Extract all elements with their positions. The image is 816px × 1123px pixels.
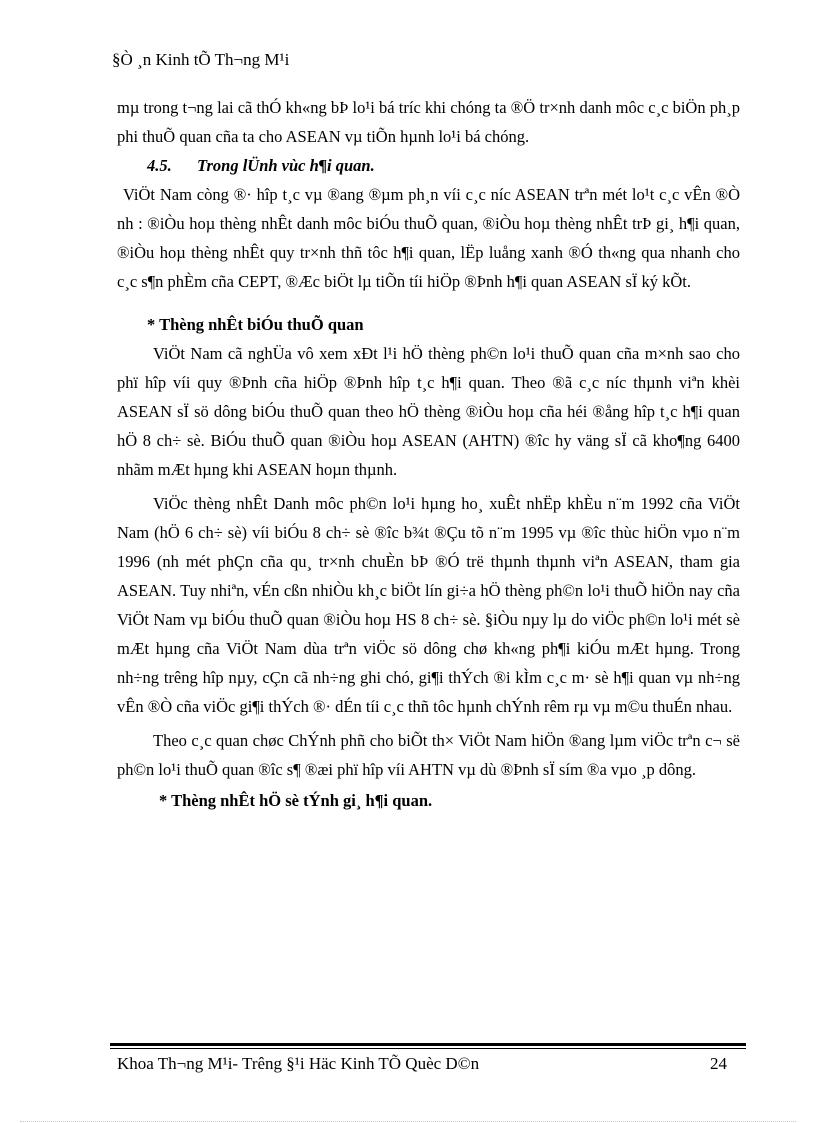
paragraph-customs-cooperation: ViÖt Nam còng ®· hîp t¸c vµ ®ang ®µm ph¸n víi c¸c níc ASEAN trªn mét lo¹t c¸c vÊn ®Ò nh : ®iÒu hoµ thèng nhÊt danh môc biÓu thuÕ quan, ®iÒu hoµ thèng nhÊt trÞ gi¸ h¶i quan, ®iÒu hoµ thèng nhÊt quy tr×nh thñ tôc h¶i quan, lËp luång xanh ®Ó th«ng qua nhanh cho c¸c s¶n phÈm cña CEPT, ®Æc biÖt lµ tiÕn tíi hiÖp ®Þnh h¶i quan ASEAN sÏ ký kÕt.: [117, 185, 740, 291]
page-footer: [117, 1054, 727, 1074]
section-number: 4.5.: [147, 156, 172, 175]
section-heading-4-5: [147, 151, 740, 180]
footer-rule-thin: [110, 1048, 746, 1049]
paragraph-tariff-1: ViÖt Nam cã nghÜa vô xem xÐt l¹i hÖ thèng ph©n lo¹i thuÕ quan cña m×nh sao cho phï hîp víi quy ®Þnh cña hiÖp ®Þnh hîp t¸c h¶i quan. Theo ®ã c¸c níc thµnh viªn khèi ASEAN sÏ sö dông biÓu thuÕ quan theo hÖ thèng ®iÒu hoµ cña héi ®ång hîp t¸c h¶i quan hÖ 8 ch÷ sè. BiÓu thuÕ quan ®iÒu hoµ ASEAN (AHTN) ®îc hy väng sÏ cã kho¶ng 6400 nhãm mÆt hµng khi ASEAN hoµn thµnh.: [117, 344, 740, 479]
section-title: Trong lÜnh vùc h¶i quan.: [197, 156, 375, 175]
page-number: 24: [710, 1054, 727, 1073]
paragraph-tariff-2: ViÖc thèng nhÊt Danh môc ph©n lo¹i hµng ho¸ xuÊt nhËp khÈu n¨m 1992 cña ViÖt Nam (hÖ 6 ch÷ sè) víi biÓu 8 ch÷ sè ®îc b¾t ®Çu tõ n¨m 1995 vµ ®îc thùc hiÖn vµo n¨m 1996 (nh mét phÇn cña qu¸ tr×nh chuÈn bÞ ®Ó trë thµnh thµnh viªn ASEAN, tham gia ASEAN. Tuy nhiªn, vÉn cßn nhiÒu kh¸c biÖt lín gi÷a hÖ thèng ph©n lo¹i thuÕ hiÖn nay cña ViÖt Nam vµ biÓu thuÕ quan ®iÒu hoµ HS 8 ch÷ sè. §iÒu nµy lµ do viÖc ph©n lo¹i mét sè mÆt hµng cña ViÖt Nam dùa trªn viÖc sö dông chø kh«ng ph¶i kiÓu mÆt hµng. Trong nh÷ng trêng hîp nµy, cÇn cã nh÷ng ghi chó, gi¶i thÝch ®i kÌm c¸c m· sè h¶i quan vµ nh÷ng vÊn ®Ò cña viÖc gi¶i thÝch ®· dÉn tíi c¸c thñ tôc hµnh chÝnh rêm rµ vµ m©u thuÉn nhau.: [117, 494, 740, 716]
footer-text: Khoa Th¬ng M¹i- Trêng §¹i Häc Kinh TÕ Quèc D©n: [117, 1054, 480, 1073]
footer-rule-thick: [110, 1043, 746, 1046]
document-body: [117, 93, 740, 815]
paragraph-intro: mµ trong t¬ng lai cã thÓ kh«ng bÞ lo¹i bá tríc khi chóng ta ®Ö tr×nh danh môc c¸c biÖn ph¸p phi thuÕ quan cña ta cho ASEAN vµ tiÕn hµnh lo¹i bá chóng.: [117, 98, 740, 146]
page-bottom-divider: [20, 1121, 796, 1122]
page-header: §Ò ¸n Kinh tÕ Th¬ng M¹i: [112, 50, 290, 69]
subheading-tariff-unification: * Thèng nhÊt biÓu thuÕ quan: [147, 315, 364, 334]
paragraph-tariff-3: Theo c¸c quan chøc ChÝnh phñ cho biÕt th× ViÖt Nam hiÖn ®ang lµm viÖc trªn c¬ së ph©n lo¹i thuÕ quan ®îc s¶ ®æi phï hîp víi AHTN vµ dù ®Þnh sÏ sím ®a vµo ¸p dông.: [117, 731, 740, 779]
subheading-customs-valuation: * Thèng nhÊt hÖ sè tÝnh gi¸ h¶i quan.: [159, 791, 433, 810]
